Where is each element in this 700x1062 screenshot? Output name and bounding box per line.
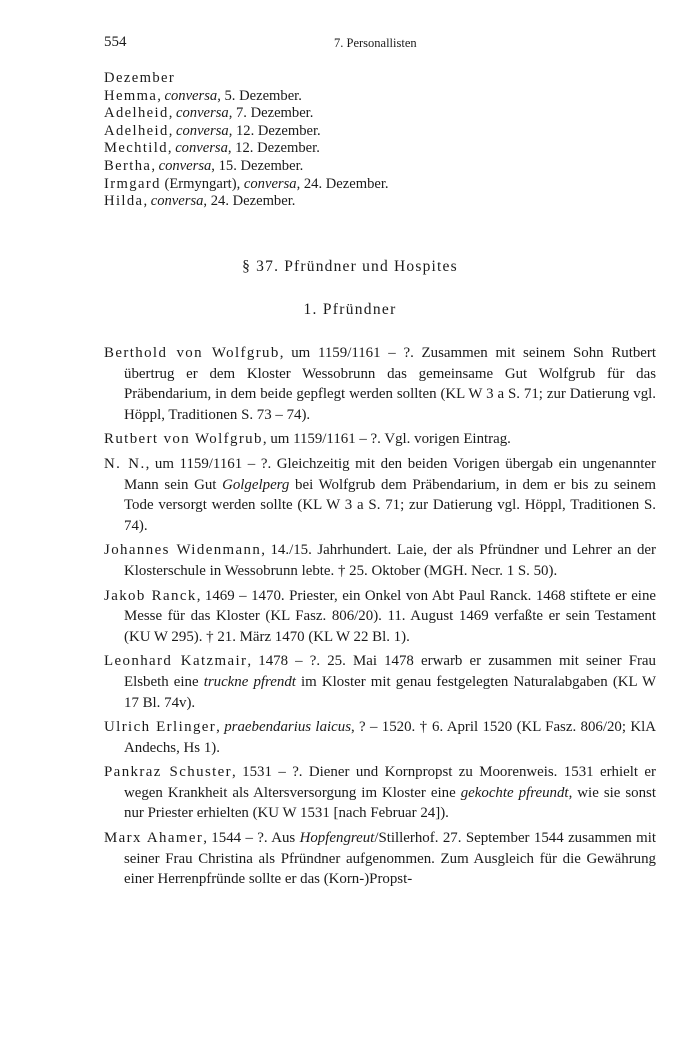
death-date: 5. Dezember. <box>224 87 302 104</box>
entry-italic-text: gekochte pfreundt <box>460 784 569 801</box>
entry <box>104 454 656 536</box>
entry <box>104 540 656 581</box>
month-heading: Dezember <box>104 70 176 86</box>
person-role: conversa <box>176 122 229 139</box>
entry-name: Ulrich Erlinger <box>104 719 217 736</box>
entry-text: , 1478 – ?. 25. Mai 1478 erwarb er zusammen mit seiner Frau Elsbeth eine <box>124 653 656 690</box>
entry-name: Marx Ahamer <box>104 830 204 847</box>
entry-name: Berthold von Wolfgrub <box>104 345 280 361</box>
entry-text: , um 1159/1161 – ?. Gleichzeitig mit den beiden Vorigen übergab ein ungenannter Mann sein Gut <box>124 455 656 493</box>
december-row: Hilda, conversa, 24. Dezember. <box>104 193 296 210</box>
entry <box>104 651 656 713</box>
december-rows <box>104 88 664 211</box>
person-name: Irmgard <box>104 175 161 192</box>
person-role: conversa <box>150 193 204 210</box>
entry <box>104 429 656 450</box>
entry-text: , 1469 – 1470. Priester, ein Onkel von Abt Paul Ranck. 1468 stiftete er eine Messe für das Kloster (KL Fasz. 806/20). 11. August 1469 verfaßte er sein Testament (KU W 295). † 21. März 1470 (KL W 22 Bl. 1). <box>124 587 657 645</box>
entry-text: , <box>216 719 225 736</box>
entry-text: , ? – 1520. † 6. April 1520 (KL Fasz. 806/20; KlA Andechs, Hs 1). <box>124 719 656 756</box>
person-name: Bertha <box>104 157 152 174</box>
entry-name: Leonhard Katzmair <box>104 653 248 670</box>
death-date: 15. Dezember. <box>218 157 304 174</box>
entry-name: N. N. <box>104 455 146 472</box>
person-role: conversa <box>158 157 212 174</box>
december-row: Adelheid, conversa, 12. Dezember. <box>104 122 321 139</box>
december-row: Irmgard (Ermyngart), conversa, 24. Dezember. <box>104 175 389 192</box>
december-row: Mechtild, conversa, 12. Dezember. <box>104 140 320 157</box>
entry-name: Jakob Ranck <box>104 587 197 604</box>
entry-text: , 14./15. Jahrhundert. Laie, der als Pfründner und Lehrer an der Klosterschule in Wessobrunn lebte. † 25. Oktober (MGH. Necr. 1 S. 50). <box>124 542 657 579</box>
entry-text: im Kloster mit genau festgelegten Naturalabgaben (KL W 17 Bl. 74v). <box>124 673 656 711</box>
person-role: conversa <box>164 87 218 104</box>
person-name: Adelheid <box>104 122 169 139</box>
entry-italic-text: Golgelperg <box>222 476 290 493</box>
entry-text: , wie sie sonst nur Priester erhielten (KU W 1531 [nach Februar 24]). <box>124 784 656 822</box>
running-head: 7. Personallisten <box>334 36 417 50</box>
sub-heading: 1. Pfründner <box>303 301 397 318</box>
person-name: Hemma <box>104 87 158 104</box>
entry-text: /Stillerhof. 27. September 1544 zusammen mit seiner Frau Christina als Pfründner aufgenommen. Zum Ausgleich für die Gewährung einer Herrenpfründe sollte er das (Korn-)Propst- <box>124 830 657 888</box>
page-number: 554 <box>104 34 127 50</box>
entry-name: Rutbert von Wolfgrub <box>104 431 263 448</box>
entry <box>104 343 656 425</box>
december-list <box>104 70 664 211</box>
december-row: Adelheid, conversa, 7. Dezember. <box>104 105 314 122</box>
entry-italic-text: truckne pfrendt <box>203 673 296 690</box>
december-row: Bertha, conversa, 15. Dezember. <box>104 157 304 174</box>
person-role: conversa <box>243 175 297 192</box>
entry <box>104 717 656 758</box>
person-role: conversa <box>175 140 228 157</box>
death-date: 24. Dezember. <box>303 175 389 192</box>
entry-name: Johannes Widenmann <box>104 542 262 559</box>
entry-text: bei Wolfgrub dem Präbendarium, in dem er bis zu seinem Tode versorgt werden sollte (KL W 3 a S. 71; zur Datierung vgl. Höppl, Traditionen S. 74). <box>124 476 656 534</box>
entry-text: , 1531 – ?. Diener und Kornpropst zu Moorenweis. 1531 erhielt er wegen Krankheit als Altersversorgung im Kloster eine <box>124 764 656 801</box>
entry-italic-text: Hopfengreut <box>299 830 375 847</box>
person-role: conversa <box>176 105 229 122</box>
entry <box>104 586 656 648</box>
entry-text: , um 1159/1161 – ?. Vgl. vorigen Eintrag. <box>262 431 511 448</box>
person-alias: (Ermyngart) <box>160 175 237 192</box>
person-name: Adelheid <box>104 105 169 122</box>
death-date: 24. Dezember. <box>210 193 296 210</box>
entry-italic-text: praebendarius laicus <box>224 719 351 736</box>
entry <box>104 762 656 824</box>
person-name: Hilda <box>104 193 144 210</box>
entry-text: , um 1159/1161 – ?. Zusammen mit seinem Sohn Rutbert übertrug er dem Kloster Wessobrunn das gemeinsame Gut Wolfgrub für das Präbendarium, in dem beide gepflegt werden sollten (KL W 3 a S. 71; zur Datierung vgl. Höppl, Traditionen S. 73 – 74). <box>124 345 656 423</box>
death-date: 7. Dezember. <box>235 105 314 122</box>
death-date: 12. Dezember. <box>235 122 321 139</box>
entry-name: Pankraz Schuster <box>104 764 233 781</box>
december-row: Hemma, conversa, 5. Dezember. <box>104 87 302 104</box>
section-heading: § 37. Pfründner und Hospites <box>242 258 458 275</box>
death-date: 12. Dezember. <box>235 140 320 157</box>
entry-text: , 1544 – ?. Aus <box>203 830 300 847</box>
person-name: Mechtild <box>104 140 168 157</box>
entry <box>104 828 656 890</box>
entry-list <box>104 343 656 894</box>
